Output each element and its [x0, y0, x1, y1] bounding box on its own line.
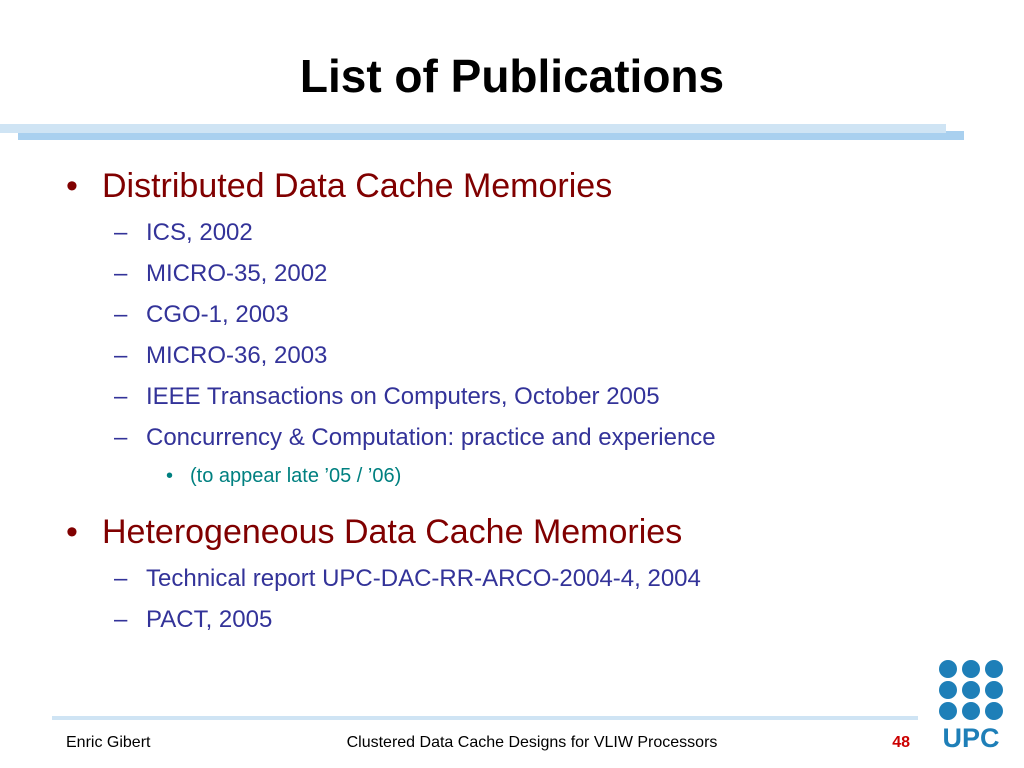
footer-presentation-title: Clustered Data Cache Designs for VLIW Processors [346, 734, 718, 751]
dash-icon: – [114, 342, 128, 369]
list-item-label: MICRO-36, 2003 [146, 342, 328, 369]
list-item [60, 599, 960, 640]
dash-icon: – [114, 424, 128, 451]
footer-divider [52, 716, 918, 720]
list-item [60, 335, 960, 376]
section-heading-distributed [60, 160, 960, 212]
logo-dot [939, 660, 957, 678]
list-item-label: Technical report UPC-DAC-RR-ARCO-2004-4, 2004 [146, 565, 701, 592]
sub-list-item-label: (to appear late ’05 / ’06) [190, 465, 402, 487]
logo-text: UPC [942, 723, 1000, 749]
logo-dot [939, 702, 957, 720]
list-item [60, 253, 960, 294]
logo-dot [985, 681, 1003, 699]
list-item [60, 212, 960, 253]
list-item [60, 294, 960, 335]
page-number: 48 [892, 734, 910, 751]
dash-icon: – [114, 383, 128, 410]
list-item-label: MICRO-35, 2002 [146, 260, 328, 287]
logo-dot [985, 702, 1003, 720]
list-item-label: PACT, 2005 [146, 606, 273, 633]
list-item-label: Concurrency & Computation: practice and experience [146, 424, 716, 451]
logo-dot [962, 681, 980, 699]
dash-icon: – [114, 565, 128, 592]
slide-content [60, 160, 960, 640]
section-heading-heterogeneous [60, 506, 960, 558]
bullet-icon: • [66, 167, 78, 205]
list-item-label: CGO-1, 2003 [146, 301, 289, 328]
logo-dot [962, 660, 980, 678]
list-item-label: ICS, 2002 [146, 219, 253, 246]
footer-author: Enric Gibert [66, 734, 151, 751]
logo-dot [939, 681, 957, 699]
section-heading-label: Heterogeneous Data Cache Memories [102, 513, 683, 551]
list-item [60, 558, 960, 599]
sub-list-item [60, 458, 960, 494]
dash-icon: – [114, 301, 128, 328]
dash-icon: – [114, 260, 128, 287]
title-underline [0, 124, 946, 133]
dash-icon: – [114, 606, 128, 633]
small-bullet-icon: • [166, 465, 174, 487]
logo-dot [985, 660, 1003, 678]
list-item [60, 376, 960, 417]
slide-title: List of Publications [299, 50, 725, 102]
logo-dot [962, 702, 980, 720]
list-item-label: IEEE Transactions on Computers, October 2005 [146, 383, 660, 410]
bullet-icon: • [66, 513, 78, 551]
dash-icon: – [114, 219, 128, 246]
list-item [60, 417, 960, 458]
section-heading-label: Distributed Data Cache Memories [102, 167, 613, 205]
